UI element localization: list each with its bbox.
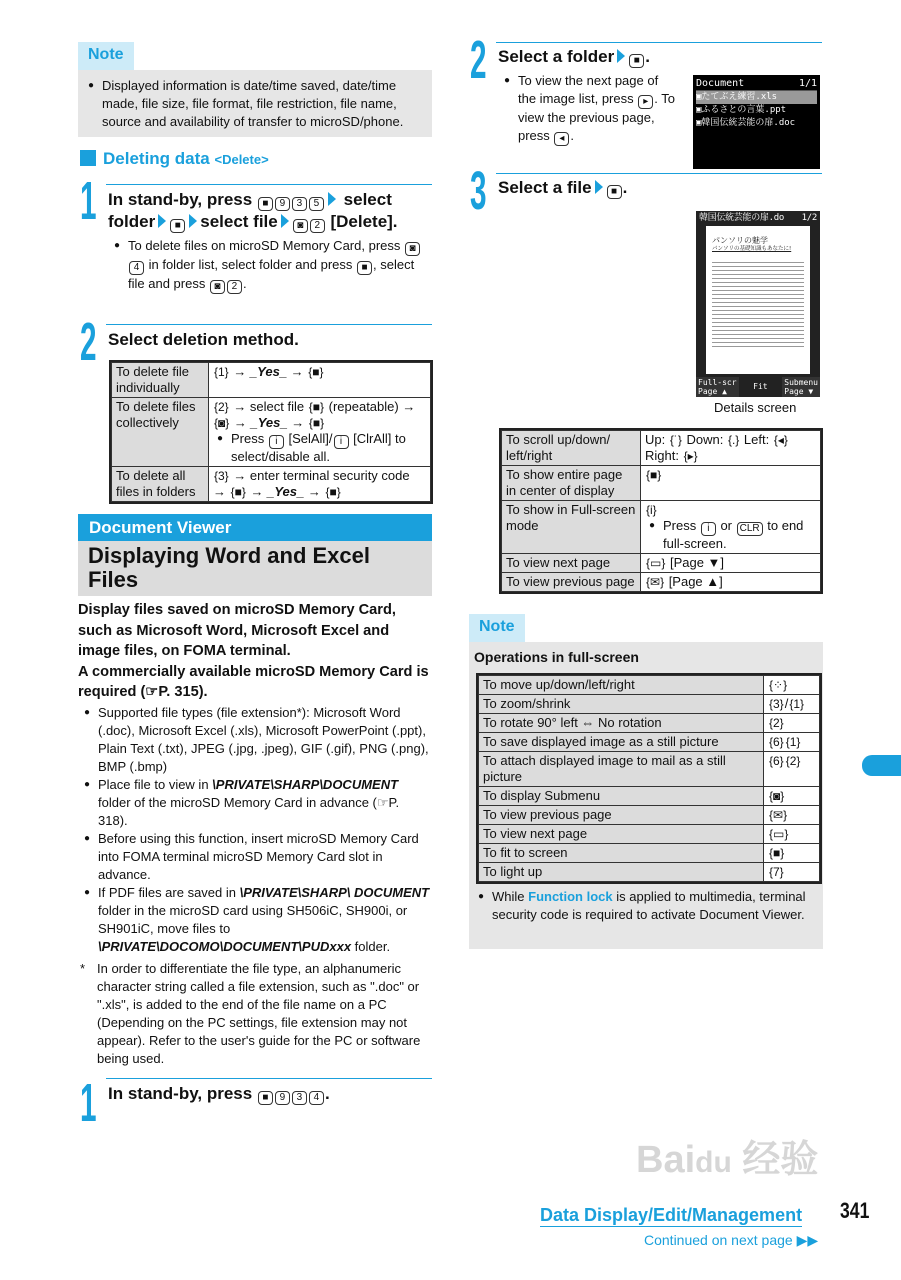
row-label: To show in Full-screen mode <box>502 501 641 554</box>
key-icon: {◙} <box>769 789 785 803</box>
table-row <box>502 466 821 501</box>
key-icon: {.} <box>727 433 740 447</box>
step-number: 3 <box>470 161 487 221</box>
row-action <box>764 863 820 882</box>
divider <box>106 324 432 325</box>
key-icon: {3} <box>769 697 784 711</box>
key-icon: 2 <box>227 280 242 294</box>
step1-bullet: ● To delete files on microSD Memory Card, press ◙4 in folder list, select folder and press ■ , select file and press ◙ 2 . <box>110 237 434 294</box>
screen-header <box>696 211 820 225</box>
step1-block <box>108 189 434 294</box>
note-heading: Operations in full-screen <box>474 649 639 665</box>
step-number: 1 <box>80 1072 97 1133</box>
table-row <box>112 363 431 398</box>
key-icon: {◙} <box>214 416 230 430</box>
viewer-body <box>78 600 434 1133</box>
watermark-logo: Baidu 经验 <box>636 1139 819 1181</box>
row-label: To rotate 90° left ⇔ No rotation <box>479 714 764 733</box>
key-icon: {1} <box>785 735 801 749</box>
key-icon: 9 <box>275 1091 290 1105</box>
row-label: To display Submenu <box>479 787 764 806</box>
row-action <box>764 806 820 825</box>
page-number: 341 <box>840 1198 870 1223</box>
arrow-right-icon <box>189 214 197 228</box>
key-icon: {⁘} <box>769 678 788 692</box>
key-icon: {■} <box>769 846 785 860</box>
function-lock-link[interactable]: Function lock <box>528 889 613 904</box>
operations-table <box>499 428 823 594</box>
footnote-mark: * <box>80 960 86 976</box>
row-action <box>209 467 431 502</box>
intro-requirement: A commercially available microSD Memory Card is required (☞P. 315). <box>78 663 429 700</box>
screen-title: 韓国伝統芸能の扉.do <box>699 213 784 223</box>
row-action <box>641 573 821 592</box>
row-action-text <box>768 715 815 731</box>
intro-text <box>78 600 434 703</box>
key-icon: i <box>269 435 284 449</box>
note-tab: Note <box>469 614 525 642</box>
step-number: 2 <box>470 30 487 90</box>
table-row <box>502 501 821 554</box>
key-icon: 4 <box>309 1091 324 1105</box>
row-action <box>641 431 821 466</box>
table-row <box>479 733 820 752</box>
key-icon: 9 <box>275 197 290 211</box>
row-label: To delete files collectively <box>112 398 209 467</box>
row-label: To view previous page <box>479 806 764 825</box>
arrow-right-icon <box>595 180 603 194</box>
row-action <box>209 398 431 467</box>
note-text: ● Displayed information is date/time saved, date/time made, file size, file format, file restriction, file name, source and availability of transfer to microSD/phone. <box>84 77 424 131</box>
row-action <box>641 554 821 573</box>
row-action <box>764 787 820 806</box>
row-action-text: {2} → select file {■} (repeatable) → {◙} → _Yes_ → {■} <box>214 399 416 430</box>
arrow-right-icon <box>617 49 625 63</box>
note-tab: Note <box>78 42 134 70</box>
table-row <box>479 844 820 863</box>
bullet-list <box>80 704 432 956</box>
note-box <box>469 642 823 949</box>
row-action-text: Up: {˙} Down: {.} Left: {◂} Right: {▸} <box>645 432 788 463</box>
row-action-text: {✉} [Page ▲] <box>646 574 723 589</box>
table-row <box>112 467 431 502</box>
row-label: To fit to screen <box>479 844 764 863</box>
bullet-item: ● Before using this function, insert microSD Memory Card into FOMA terminal microSD Memory Card slot in advance. <box>80 830 432 884</box>
key-icon: {˙} <box>669 433 682 447</box>
key-icon: {■} <box>308 365 324 379</box>
note-box <box>78 70 432 137</box>
divider <box>496 42 822 43</box>
row-label: To save displayed image as a still picture <box>479 733 764 752</box>
row-action-text <box>768 845 815 861</box>
row-action-text: {3}/{1} <box>769 696 805 711</box>
function-lock-note: ● While Function lock is applied to multimedia, terminal security code is required to activate Document Viewer. <box>474 888 818 924</box>
key-icon: 4 <box>129 261 144 275</box>
row-action <box>764 676 820 695</box>
key-icon: ▸ <box>638 95 653 109</box>
table-row <box>479 806 820 825</box>
row-action-text <box>768 734 815 750</box>
section-subtitle: <Delete> <box>214 152 269 167</box>
key-icon: {i} <box>646 503 657 517</box>
key-icon: {2} <box>214 400 229 414</box>
row-action-text <box>768 807 815 823</box>
key-icon: 3 <box>292 1091 307 1105</box>
category-bar: Document Viewer <box>78 514 432 541</box>
key-icon: ◙ <box>405 242 420 256</box>
arrow-right-icon <box>281 214 289 228</box>
key-icon: 3 <box>292 197 307 211</box>
key-icon: {■} <box>308 416 325 430</box>
row-action-text <box>768 864 815 880</box>
emphasis: \PRIVATE\SHARP\ DOCUMENT <box>239 884 430 900</box>
key-icon: {▸} <box>683 449 698 463</box>
step-number: 2 <box>80 312 97 372</box>
step-number: 1 <box>80 171 97 231</box>
row-label: To view next page <box>502 554 641 573</box>
row-action <box>764 825 820 844</box>
key-icon: {2} <box>785 754 801 768</box>
viewer-step1 <box>78 1072 434 1133</box>
chapter-index-tab[interactable] <box>862 755 901 776</box>
select-file-step: Select a file ■ . <box>498 178 628 197</box>
emphasis: _Yes_ <box>249 364 288 379</box>
row-action <box>641 466 821 501</box>
row-label: To delete all files in folders <box>112 467 209 502</box>
key-icon: {■} <box>230 485 246 499</box>
row-action <box>764 695 820 714</box>
key-icon: ■ <box>258 197 273 211</box>
key-icon: 2 <box>310 219 325 233</box>
row-action-text: {3} → enter terminal security code → {■} → _Yes_ → {■} <box>213 468 410 499</box>
screen-page: 1/1 <box>798 78 817 89</box>
screen-caption: Details screen <box>714 400 797 415</box>
doc-heading: パンソリの魅学 <box>712 236 768 245</box>
step1-instruction: In stand-by, press ■ 9 3 5 select folder ■ select file ◙ 2 [Delete]. <box>108 190 398 231</box>
table-row <box>479 676 820 695</box>
row-action-text: {1} → _Yes_ → {■} <box>214 364 324 379</box>
table-row <box>479 714 820 733</box>
key-icon: i <box>334 435 349 449</box>
key-icon: ■ <box>170 219 185 233</box>
divider <box>106 184 432 185</box>
softkey-fit[interactable]: Fit <box>753 382 768 391</box>
section-square-icon <box>80 150 96 166</box>
key-icon: ■ <box>607 185 622 199</box>
table-row <box>479 825 820 844</box>
row-label: To view next page <box>479 825 764 844</box>
key-icon: {■} <box>325 485 341 499</box>
row-label: To show entire page in center of display <box>502 466 641 501</box>
key-icon: {1} <box>789 697 805 711</box>
key-icon: CLR <box>737 522 763 536</box>
document-preview <box>706 226 810 374</box>
table-row <box>479 695 820 714</box>
emphasis: _Yes_ <box>250 415 288 430</box>
key-icon: {2} <box>769 716 784 730</box>
viewer-step1-instruction: In stand-by, press ■ 9 3 4 . <box>108 1083 330 1103</box>
emphasis: \PRIVATE\DOCOMO\DOCUMENT\PUDxxx <box>98 938 352 954</box>
page-title: Displaying Word and Excel Files <box>78 541 432 596</box>
key-icon: {3} <box>214 469 229 483</box>
key-icon: {1} <box>214 365 229 379</box>
key-icon: ■ <box>258 1091 273 1105</box>
table-row <box>479 787 820 806</box>
section-heading <box>103 148 269 171</box>
softkey-right[interactable]: Submenu Page ▼ <box>784 378 818 396</box>
row-label: To scroll up/down/ left/right <box>502 431 641 466</box>
row-action <box>209 363 431 398</box>
key-icon: {■} <box>646 468 662 482</box>
table-row <box>502 554 821 573</box>
softkey-left[interactable]: Full-scr Page ▲ <box>698 378 737 396</box>
row-label: To delete file individually <box>112 363 209 398</box>
key-icon: {7} <box>769 865 784 879</box>
row-note: ● Press i [SelAll]/ i [ClrAll] to select/disable all. <box>213 431 426 465</box>
key-icon: {■} <box>308 400 324 414</box>
key-icon: {▭} <box>646 556 666 570</box>
section-title: Deleting data <box>103 149 210 168</box>
details-screen <box>696 211 820 397</box>
folder-screen <box>693 75 820 169</box>
row-action-text: {▭} [Page ▼] <box>646 555 725 570</box>
row-action-text <box>645 502 816 518</box>
key-icon: {6} <box>769 754 784 768</box>
key-icon: ■ <box>357 261 372 275</box>
arrow-right-icon <box>328 192 336 206</box>
divider <box>496 173 822 174</box>
row-label: To zoom/shrink <box>479 695 764 714</box>
row-action <box>641 501 821 554</box>
footnote-text: In order to differentiate the file type, an alphanumeric character string called a file extension, such as ".doc" or ".xls", is added to the end of the file name on a PC (Depending on the PC settings, file extension may not appear). Refer to the user's guide for the PC or software being used. <box>97 960 421 1066</box>
key-icon: ◙ <box>293 219 308 233</box>
emphasis: \PRIVATE\SHARP\DOCUMENT <box>212 776 399 792</box>
page-navigation-bullet: ● To view the next page of the image list, press ▸ . To view the previous page, press ◂ . <box>500 72 678 146</box>
row-note: ● Press i or CLR to end full-screen. <box>645 518 816 552</box>
table-row <box>479 863 820 882</box>
screen-title: Document <box>696 78 745 89</box>
key-icon: i <box>701 522 716 536</box>
file-list-item[interactable]: ▣ふるさとの言葉.ppt <box>696 105 787 115</box>
row-action <box>764 752 820 787</box>
row-action-text <box>768 788 815 804</box>
key-icon: {✉} <box>769 808 788 822</box>
key-icon: {✉} <box>646 575 665 589</box>
key-icon: 5 <box>309 197 324 211</box>
file-list-item[interactable]: ▣韓国伝統芸能の扉.doc <box>696 118 796 128</box>
row-action <box>764 844 820 863</box>
bullet-item: ● Supported file types (file extension*): Microsoft Word (.doc), Microsoft Excel (.xls), Microsoft PowerPoint (.ppt), Plain Text (.txt), JPEG (.jpg, .jpeg), GIF (.gif), PNG (.png), BMP (.bmp) <box>80 704 432 776</box>
row-label: To attach displayed image to mail as a still picture <box>479 752 764 787</box>
softkey-bar <box>696 377 820 397</box>
row-action-text <box>768 753 815 769</box>
doc-text-lines <box>712 259 804 349</box>
row-action <box>764 714 820 733</box>
select-folder-step: Select a folder ■ . <box>498 47 650 66</box>
key-icon: ◙ <box>210 280 225 294</box>
key-icon: {▭} <box>769 827 789 841</box>
screen-page: 1/2 <box>801 213 817 223</box>
row-action <box>764 733 820 752</box>
table-row <box>502 431 821 466</box>
screen-header <box>696 78 817 91</box>
table-row <box>112 398 431 467</box>
chapter-footer-link[interactable]: Data Display/Edit/Management <box>540 1205 803 1225</box>
key-icon: ◂ <box>554 132 569 146</box>
continued-note: Continued on next page ▶▶ <box>644 1232 819 1248</box>
table-row <box>479 752 820 787</box>
doc-subheading: パンソリの基礎知識もあなたに! <box>712 246 792 252</box>
arrow-right-icon <box>158 214 166 228</box>
footnote <box>80 960 432 1068</box>
table-row <box>502 573 821 592</box>
bullet-item: ● Place file to view in \PRIVATE\SHARP\DOCUMENT folder of the microSD Memory Card in advance (☞P. 318). <box>80 776 432 830</box>
fullscreen-ops-table <box>476 673 822 884</box>
key-icon: ■ <box>629 54 644 68</box>
divider <box>106 1078 432 1079</box>
row-label: To move up/down/left/right <box>479 676 764 695</box>
row-action-text <box>645 467 816 483</box>
intro-paragraph: Display files saved on microSD Memory Card, such as Microsoft Word, Microsoft Excel and image files, on FOMA terminal. <box>78 602 396 659</box>
row-label: To view previous page <box>502 573 641 592</box>
file-list-item[interactable]: ▣たてぶえ練習.xls <box>696 91 817 104</box>
key-icon: {◂} <box>773 433 788 447</box>
row-action-text <box>768 826 815 842</box>
row-label: To light up <box>479 863 764 882</box>
bullet-item: ● If PDF files are saved in \PRIVATE\SHARP\ DOCUMENT folder in the microSD card using SH506iC, SH900i, or SH901iC, move files to \PRIVATE\DOCOMO\DOCUMENT\PUDxxx folder. <box>80 884 432 956</box>
step2-instruction: Select deletion method. <box>108 330 299 349</box>
delete-method-table <box>109 360 433 504</box>
key-icon: {6} <box>769 735 784 749</box>
row-action-text <box>768 677 815 693</box>
emphasis: _Yes_ <box>267 484 305 499</box>
